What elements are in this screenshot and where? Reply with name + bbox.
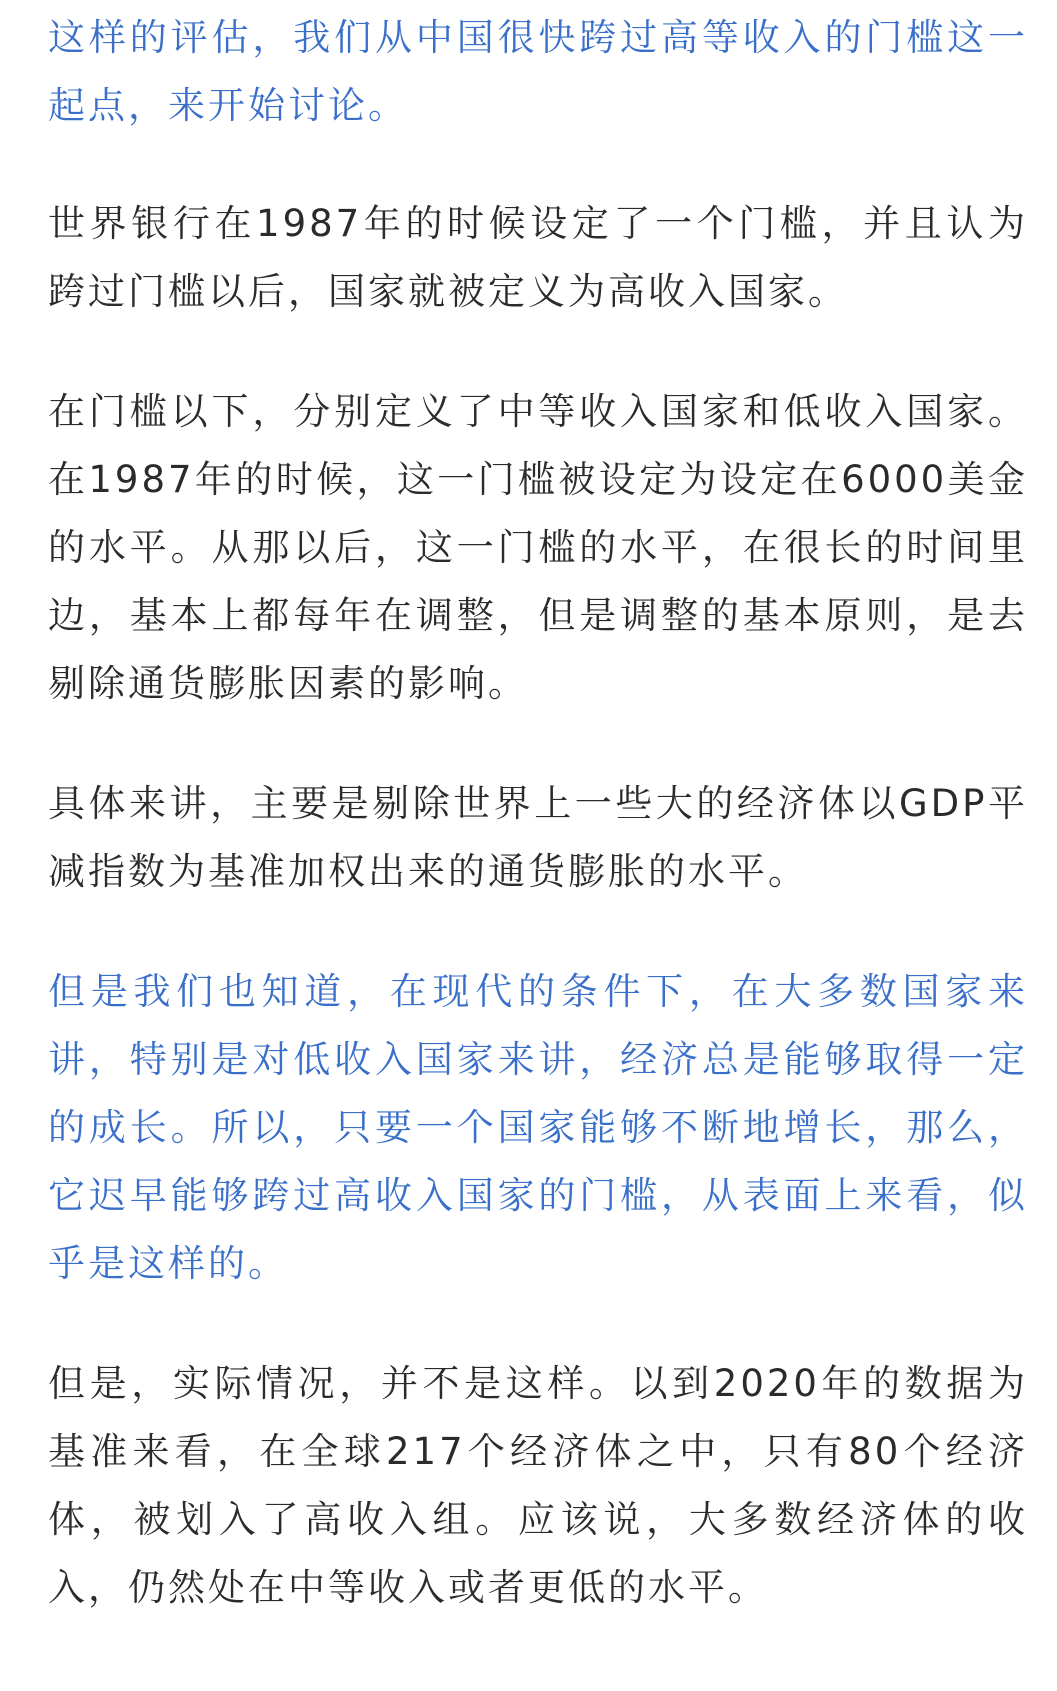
paragraph-spacer [48, 140, 1028, 190]
paragraph-highlight-5: 但是我们也知道，在现代的条件下，在大多数国家来讲，特别是对低收入国家来讲，经济总是能够取得一定的成长。所以，只要一个国家能够不断地增长，那么，它迟早能够跨过高收入国家的门槛，从表面上来看，似乎是这样的。 [48, 970, 1028, 1285]
paragraph-6: 但是，实际情况，并不是这样。以到2020年的数据为基准来看，在全球217个经济体之中，只有80个经济体，被划入了高收入组。应该说，大多数经济体的收入，仍然处在中等收入或者更低的水平。 [48, 1362, 1028, 1609]
paragraph-spacer [48, 718, 1028, 770]
paragraph-4: 具体来讲，主要是剔除世界上一些大的经济体以GDP平减指数为基准加权出来的通货膨胀的水平。 [48, 782, 1028, 893]
paragraph-3: 在门槛以下，分别定义了中等收入国家和低收入国家。在1987年的时候，这一门槛被设定为设定在6000美金的水平。从那以后，这一门槛的水平，在很长的时间里边，基本上都每年在调整，但是调整的基本原则，是去剔除通货膨胀因素的影响。 [48, 390, 1028, 705]
paragraph-spacer [48, 906, 1028, 958]
paragraph-spacer [48, 1298, 1028, 1350]
paragraph-spacer [48, 326, 1028, 378]
paragraph-highlight-1: 这样的评估，我们从中国很快跨过高等收入的门槛这一起点，来开始讨论。 [48, 16, 1028, 127]
paragraph-2: 世界银行在1987年的时候设定了一个门槛，并且认为跨过门槛以后，国家就被定义为高收入国家。 [48, 202, 1028, 313]
article-body [48, 0, 1028, 1622]
